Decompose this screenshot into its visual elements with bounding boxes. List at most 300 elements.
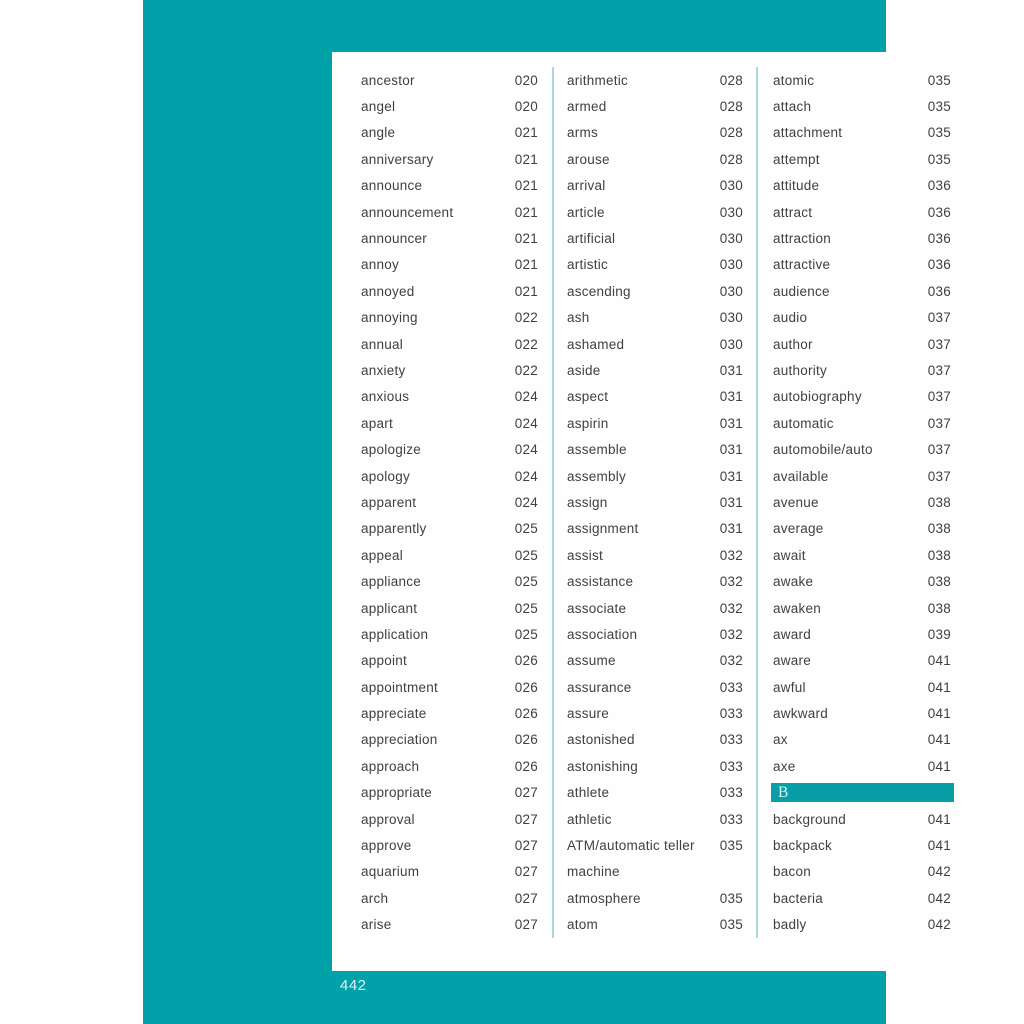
- entry-page-number: 038: [927, 600, 951, 616]
- index-entry-row: [361, 700, 538, 726]
- entry-word: associate: [567, 600, 627, 616]
- entry-word: assure: [567, 706, 610, 722]
- entry-word: average: [773, 521, 824, 537]
- entry-word: atmosphere: [567, 890, 641, 906]
- entry-word: angel: [361, 99, 396, 115]
- entry-page-number: 036: [927, 231, 951, 247]
- entry-page-number: 032: [719, 574, 743, 590]
- entry-word: assistance: [567, 574, 634, 590]
- entry-page-number: 021: [514, 151, 538, 167]
- entry-word: appoint: [361, 653, 408, 669]
- entry-word: approve: [361, 838, 412, 854]
- entry-page-number: 033: [719, 732, 743, 748]
- entry-page-number: 028: [719, 125, 743, 141]
- entry-word: axe: [773, 758, 796, 774]
- entry-page-number: 035: [927, 99, 951, 115]
- index-entry-row: [361, 648, 538, 674]
- index-entry-row: [567, 278, 743, 304]
- entry-page-number: 021: [514, 257, 538, 273]
- entry-word: avenue: [773, 494, 819, 510]
- entry-word: appreciate: [361, 706, 427, 722]
- index-entry-row: [567, 516, 743, 542]
- entry-page-number: 036: [927, 178, 951, 194]
- index-entry-row: [361, 516, 538, 542]
- index-entry-row: [361, 885, 538, 911]
- entry-page-number: 028: [719, 72, 743, 88]
- entry-word: announce: [361, 178, 423, 194]
- entry-word: attract: [773, 204, 813, 220]
- teal-mat-background: [143, 0, 951, 1024]
- entry-word: article: [567, 204, 605, 220]
- index-entry-row: [773, 648, 951, 674]
- section-letter: B: [778, 783, 789, 801]
- entry-word: ashamed: [567, 336, 625, 352]
- entry-word: apart: [361, 415, 394, 431]
- entry-word: audio: [773, 310, 808, 326]
- index-entry-row: [361, 67, 538, 93]
- index-entry-row: [361, 436, 538, 462]
- entry-word: available: [773, 468, 829, 484]
- entry-page-number: 035: [927, 125, 951, 141]
- entry-page-number: 041: [927, 732, 951, 748]
- index-entry-row: [773, 357, 951, 383]
- entry-word: backpack: [773, 838, 833, 854]
- index-entry-row: [773, 252, 951, 278]
- entry-page-number: 031: [719, 468, 743, 484]
- entry-page-number: 036: [927, 204, 951, 220]
- entry-word: annoy: [361, 257, 400, 273]
- entry-page-number: 037: [927, 442, 951, 458]
- index-entry-row: [773, 146, 951, 172]
- entry-word: authority: [773, 362, 828, 378]
- entry-page-number: 038: [927, 547, 951, 563]
- entry-word: arrival: [567, 178, 606, 194]
- index-entry-row: [773, 305, 951, 331]
- entry-page-number: 039: [927, 626, 951, 642]
- entry-page-number: 037: [927, 310, 951, 326]
- entry-word: ancestor: [361, 72, 415, 88]
- entry-word: awake: [773, 574, 814, 590]
- index-entry-row: [361, 252, 538, 278]
- entry-word: appliance: [361, 574, 422, 590]
- index-entry-row: [773, 516, 951, 542]
- index-entry-row: [773, 885, 951, 911]
- entry-word: automobile/auto: [773, 442, 873, 458]
- entry-word: assemble: [567, 442, 627, 458]
- index-column: [756, 67, 951, 938]
- entry-page-number: 038: [927, 574, 951, 590]
- entry-page-number: 037: [927, 336, 951, 352]
- index-entry-row: [567, 120, 743, 146]
- entry-page-number: 026: [514, 732, 538, 748]
- entry-page-number: 027: [514, 811, 538, 827]
- index-entry-row: [567, 568, 743, 594]
- index-entry-row: [567, 225, 743, 251]
- index-entry-row: [361, 859, 538, 885]
- entry-word: astonished: [567, 732, 635, 748]
- index-entry-row: [567, 780, 743, 806]
- entry-word: aspirin: [567, 415, 609, 431]
- entry-word: aware: [773, 653, 812, 669]
- entry-word: aspect: [567, 389, 609, 405]
- entry-word: assume: [567, 653, 616, 669]
- entry-page-number: 025: [514, 521, 538, 537]
- entry-word: appeal: [361, 547, 404, 563]
- entry-word: ascending: [567, 283, 631, 299]
- entry-page-number: 024: [514, 494, 538, 510]
- entry-page-number: 037: [927, 362, 951, 378]
- entry-page-number: 027: [514, 890, 538, 906]
- entry-word: atom: [567, 917, 599, 933]
- entry-word: assign: [567, 494, 608, 510]
- entry-page-number: 031: [719, 494, 743, 510]
- entry-page-number: 037: [927, 415, 951, 431]
- entry-word: awaken: [773, 600, 822, 616]
- entry-word: assist: [567, 547, 604, 563]
- entry-page-number: 033: [719, 706, 743, 722]
- entry-word: assembly: [567, 468, 627, 484]
- entry-page-number: 030: [719, 310, 743, 326]
- index-entry-row: [773, 436, 951, 462]
- index-entry-row: [361, 331, 538, 357]
- entry-word: assignment: [567, 521, 639, 537]
- entry-page-number: 032: [719, 547, 743, 563]
- entry-word: ax: [773, 732, 788, 748]
- entry-page-number: 026: [514, 758, 538, 774]
- index-entry-row: [773, 278, 951, 304]
- entry-page-number: 041: [927, 838, 951, 854]
- index-entry-row: [773, 753, 951, 779]
- section-header-bar: [771, 783, 954, 802]
- entry-page-number: 035: [927, 72, 951, 88]
- section-header-row: [773, 780, 951, 806]
- index-entry-row: [361, 542, 538, 568]
- entry-word: autobiography: [773, 389, 862, 405]
- entry-page-number: 031: [719, 389, 743, 405]
- entry-page-number: 037: [927, 468, 951, 484]
- index-entry-row: [361, 305, 538, 331]
- entry-word: approval: [361, 811, 415, 827]
- index-column: [552, 67, 756, 938]
- entry-word: machine: [567, 864, 620, 880]
- entry-page-number: 032: [719, 600, 743, 616]
- entry-page-number: 030: [719, 204, 743, 220]
- entry-word: announcer: [361, 231, 428, 247]
- entry-page-number: 021: [514, 125, 538, 141]
- index-entry-row: [361, 780, 538, 806]
- index-entry-row: [361, 278, 538, 304]
- entry-page-number: 038: [927, 521, 951, 537]
- entry-page-number: 036: [927, 257, 951, 273]
- entry-word: award: [773, 626, 812, 642]
- index-entry-row: [361, 674, 538, 700]
- entry-page-number: 022: [514, 362, 538, 378]
- index-entry-row: [361, 225, 538, 251]
- index-entry-row: [361, 832, 538, 858]
- index-entry-row: [773, 621, 951, 647]
- entry-word: anxious: [361, 389, 410, 405]
- index-entry-row: [567, 173, 743, 199]
- entry-word: attempt: [773, 151, 820, 167]
- index-entry-row: [773, 331, 951, 357]
- entry-word: arise: [361, 917, 392, 933]
- entry-page-number: 021: [514, 178, 538, 194]
- index-entry-row: [567, 331, 743, 357]
- index-entry-row: [773, 568, 951, 594]
- entry-page-number: 025: [514, 547, 538, 563]
- entry-page-number: 026: [514, 679, 538, 695]
- entry-word: approach: [361, 758, 420, 774]
- entry-page-number: 026: [514, 653, 538, 669]
- index-entry-row: [361, 146, 538, 172]
- entry-page-number: 042: [927, 890, 951, 906]
- entry-page-number: 041: [927, 811, 951, 827]
- entry-word: apology: [361, 468, 411, 484]
- entry-page-number: 020: [514, 99, 538, 115]
- index-entry-row: [567, 832, 743, 858]
- entry-page-number: 030: [719, 231, 743, 247]
- index-entry-row: [567, 252, 743, 278]
- entry-page-number: 030: [719, 336, 743, 352]
- index-entry-row: [361, 357, 538, 383]
- entry-page-number: 030: [719, 283, 743, 299]
- entry-page-number: 024: [514, 415, 538, 431]
- index-entry-row: [773, 542, 951, 568]
- index-entry-row: [361, 753, 538, 779]
- entry-page-number: 030: [719, 178, 743, 194]
- entry-word: association: [567, 626, 638, 642]
- index-entry-row: [567, 67, 743, 93]
- index-entry-row: [361, 806, 538, 832]
- index-entry-row: [567, 384, 743, 410]
- index-entry-row: [567, 753, 743, 779]
- entry-page-number: 031: [719, 442, 743, 458]
- entry-page-number: 022: [514, 310, 538, 326]
- index-entry-row: [773, 859, 951, 885]
- index-entry-row: [773, 832, 951, 858]
- entry-word: angle: [361, 125, 396, 141]
- index-entry-row: [773, 410, 951, 436]
- entry-word: appreciation: [361, 732, 438, 748]
- entry-page-number: 028: [719, 151, 743, 167]
- index-entry-row: [361, 93, 538, 119]
- index-entry-row: [361, 621, 538, 647]
- entry-word: armed: [567, 99, 607, 115]
- index-entry-row: [567, 463, 743, 489]
- entry-word: bacon: [773, 864, 812, 880]
- entry-word: ATM/automatic teller: [567, 838, 695, 854]
- entry-word: arms: [567, 125, 598, 141]
- entry-word: awkward: [773, 706, 829, 722]
- index-entry-row: [567, 542, 743, 568]
- index-entry-row: [773, 489, 951, 515]
- index-entry-row: [567, 489, 743, 515]
- entry-page-number: 038: [927, 494, 951, 510]
- entry-word: attachment: [773, 125, 843, 141]
- index-entry-row: [361, 463, 538, 489]
- index-entry-row: [567, 648, 743, 674]
- entry-word: appointment: [361, 679, 439, 695]
- book-page: [332, 52, 991, 971]
- entry-page-number: 022: [514, 336, 538, 352]
- entry-page-number: 027: [514, 864, 538, 880]
- entry-word: assurance: [567, 679, 632, 695]
- entry-word: audience: [773, 283, 830, 299]
- entry-word: author: [773, 336, 813, 352]
- index-entry-row: [567, 93, 743, 119]
- index-entry-row: [567, 305, 743, 331]
- index-entry-row: [773, 674, 951, 700]
- entry-page-number: 028: [719, 99, 743, 115]
- entry-page-number: 021: [514, 283, 538, 299]
- entry-word: arch: [361, 890, 389, 906]
- entry-page-number: 025: [514, 600, 538, 616]
- index-entry-row: [361, 568, 538, 594]
- index-entry-row: [567, 199, 743, 225]
- entry-page-number: 033: [719, 679, 743, 695]
- entry-page-number: 025: [514, 626, 538, 642]
- index-entry-row: [773, 173, 951, 199]
- entry-word: automatic: [773, 415, 834, 431]
- index-entry-row: [361, 120, 538, 146]
- entry-page-number: 042: [927, 864, 951, 880]
- entry-page-number: 035: [719, 917, 743, 933]
- entry-word: application: [361, 626, 429, 642]
- index-entry-row: [567, 436, 743, 462]
- entry-page-number: 033: [719, 758, 743, 774]
- entry-page-number: 041: [927, 679, 951, 695]
- index-entry-row: [773, 463, 951, 489]
- entry-page-number: 037: [927, 389, 951, 405]
- entry-word: badly: [773, 917, 807, 933]
- index-entry-row: [567, 885, 743, 911]
- index-entry-row: [773, 384, 951, 410]
- entry-page-number: 042: [927, 917, 951, 933]
- entry-page-number: 024: [514, 468, 538, 484]
- entry-page-number: 041: [927, 706, 951, 722]
- entry-word: attach: [773, 99, 812, 115]
- index-entry-row: [773, 912, 951, 938]
- entry-word: background: [773, 811, 847, 827]
- entry-page-number: 035: [719, 890, 743, 906]
- entry-word: apparently: [361, 521, 427, 537]
- entry-page-number: 031: [719, 415, 743, 431]
- entry-page-number: 025: [514, 574, 538, 590]
- index-columns-container: [332, 52, 991, 938]
- index-entry-row: [567, 621, 743, 647]
- entry-word: annual: [361, 336, 404, 352]
- entry-page-number: 027: [514, 917, 538, 933]
- page-number: 442: [340, 977, 367, 994]
- index-entry-row: [773, 67, 951, 93]
- index-entry-row: [567, 146, 743, 172]
- entry-page-number: 035: [927, 151, 951, 167]
- entry-word: apparent: [361, 494, 417, 510]
- entry-page-number: 033: [719, 785, 743, 801]
- entry-word: bacteria: [773, 890, 824, 906]
- index-entry-row: [567, 674, 743, 700]
- entry-word: athlete: [567, 785, 610, 801]
- entry-page-number: 027: [514, 838, 538, 854]
- entry-word: athletic: [567, 811, 612, 827]
- entry-word: arouse: [567, 151, 610, 167]
- entry-word: attraction: [773, 231, 832, 247]
- entry-page-number: 031: [719, 362, 743, 378]
- entry-page-number: 036: [927, 283, 951, 299]
- entry-page-number: 032: [719, 653, 743, 669]
- entry-page-number: 031: [719, 521, 743, 537]
- entry-page-number: 041: [927, 758, 951, 774]
- index-entry-row: [773, 700, 951, 726]
- entry-word: apologize: [361, 442, 422, 458]
- index-entry-row: [567, 859, 743, 885]
- index-entry-row: [567, 410, 743, 436]
- entry-word: aside: [567, 362, 601, 378]
- entry-page-number: 035: [719, 838, 743, 854]
- index-entry-row: [361, 199, 538, 225]
- entry-page-number: 021: [514, 204, 538, 220]
- entry-page-number: 032: [719, 626, 743, 642]
- index-entry-row: [567, 357, 743, 383]
- index-entry-row: [567, 700, 743, 726]
- index-entry-row: [567, 727, 743, 753]
- index-entry-row: [773, 93, 951, 119]
- entry-word: annoying: [361, 310, 418, 326]
- entry-page-number: 026: [514, 706, 538, 722]
- index-entry-row: [361, 595, 538, 621]
- entry-word: artistic: [567, 257, 609, 273]
- index-entry-row: [361, 727, 538, 753]
- entry-word: annoyed: [361, 283, 415, 299]
- entry-word: appropriate: [361, 785, 433, 801]
- index-column: [361, 67, 552, 938]
- entry-page-number: 024: [514, 442, 538, 458]
- entry-page-number: 024: [514, 389, 538, 405]
- index-entry-row: [361, 410, 538, 436]
- entry-word: anxiety: [361, 362, 406, 378]
- entry-word: applicant: [361, 600, 418, 616]
- entry-page-number: 030: [719, 257, 743, 273]
- index-entry-row: [773, 595, 951, 621]
- index-entry-row: [361, 384, 538, 410]
- entry-word: attitude: [773, 178, 820, 194]
- index-entry-row: [773, 727, 951, 753]
- index-entry-row: [773, 806, 951, 832]
- entry-word: astonishing: [567, 758, 639, 774]
- entry-page-number: 021: [514, 231, 538, 247]
- entry-page-number: 033: [719, 811, 743, 827]
- entry-word: artificial: [567, 231, 616, 247]
- entry-word: attractive: [773, 257, 831, 273]
- entry-page-number: 027: [514, 785, 538, 801]
- index-entry-row: [773, 225, 951, 251]
- entry-page-number: 020: [514, 72, 538, 88]
- entry-word: arithmetic: [567, 72, 629, 88]
- entry-word: atomic: [773, 72, 815, 88]
- entry-word: ash: [567, 310, 590, 326]
- index-entry-row: [361, 912, 538, 938]
- entry-word: await: [773, 547, 806, 563]
- index-entry-row: [773, 120, 951, 146]
- entry-word: awful: [773, 679, 806, 695]
- entry-word: anniversary: [361, 151, 434, 167]
- entry-word: aquarium: [361, 864, 420, 880]
- index-entry-row: [773, 199, 951, 225]
- index-entry-row: [361, 173, 538, 199]
- index-entry-row: [567, 595, 743, 621]
- index-entry-row: [567, 912, 743, 938]
- index-entry-row: [567, 806, 743, 832]
